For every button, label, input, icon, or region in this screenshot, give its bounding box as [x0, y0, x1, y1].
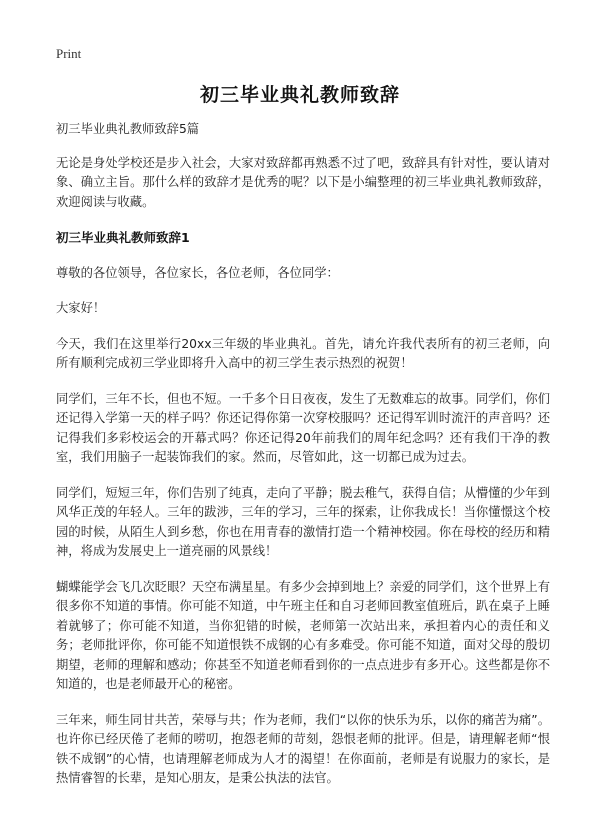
document-title: 初三毕业典礼教师致辞 [199, 84, 400, 106]
intro-paragraph: 无论是身处学校还是步入社会，大家对致辞都再熟悉不过了吧，致辞具有针对性，要认请对象、确立主旨。那什么样的致辞才是优秀的呢？以下是小编整理的初三毕业典礼教师致辞，欢迎阅读与收藏。 [56, 155, 550, 209]
print-link[interactable]: Print [56, 46, 82, 61]
body-paragraph: 蝴蝶能学会飞几次眨眼？天空布满星星。有多少会掉到地上？亲爱的同学们，这个世界上有很多你不知道的事情。你可能不知道，中午班主任和自习老师回教室值班后，趴在桌子上睡着就够了；你可能不知道，当你犯错的时候，老师第一次站出来，承担着内心的责任和义务；老师批评你，你可能不知道恨铁不成钢的心有多难受。你可能不知道，面对父母的殷切期望，老师的理解和感动；你甚至不知道老师看到你的一点点进步有多开心。这些都是你不知道的，也是老师最开心的秘密。 [56, 579, 550, 691]
document-subtitle: 初三毕业典礼教师致辞5篇 [56, 122, 200, 136]
section-heading: 初三毕业典礼教师致辞1 [56, 230, 190, 245]
body-paragraph: 同学们，三年不长，但也不短。一千多个日日夜夜，发生了无数难忘的故事。同学们，你们还记得入学第一天的样子吗？你还记得你第一次穿校服吗？还记得军训时流汗的声音吗？还记得我们多彩校运会的开幕式吗？你还记得20年前我们的周年纪念吗？还有我们干净的教室，我们用脑子一起装饰我们的家。然而，尽管如此，这一切都已成为过去。 [56, 391, 550, 464]
body-paragraph: 尊敬的各位领导，各位家长，各位老师，各位同学： [56, 265, 339, 280]
body-paragraph: 大家好！ [56, 301, 106, 315]
body-paragraph: 三年来，师生同甘共苦，荣辱与共；作为老师，我们“以你的快乐为乐，以你的痛苦为痛”。也许你已经厌倦了老师的唠叨，抱怨老师的苛刻，怨恨老师的批评。但是，请理解老师“恨铁不成钢”的心情，也请理解老师成为人才的渴望！在你面前，老师是有说服力的家长，是热情睿智的长辈，是知心朋友，是秉公执法的法官。 [56, 712, 550, 785]
body-paragraph: 同学们，短短三年，你们告别了纯真，走向了平静；脱去稚气，获得自信；从懵懂的少年到风华正茂的年轻人。三年的跋涉，三年的学习，三年的探索，让你我成长！当你懂憬这个校园的时候，从陌生人到乡愁，你也在用青春的激情打造一个精神校园。你在母校的经历和精神，将成为发展史上一道亮丽的风景线！ [56, 485, 550, 558]
body-paragraph: 今天，我们在这里举行20xx三年级的毕业典礼。首先，请允许我代表所有的初三老师，向所有顺利完成初三学业即将升入高中的初三学生表示热烈的祝贺！ [56, 336, 550, 370]
document-body [56, 120, 550, 805]
